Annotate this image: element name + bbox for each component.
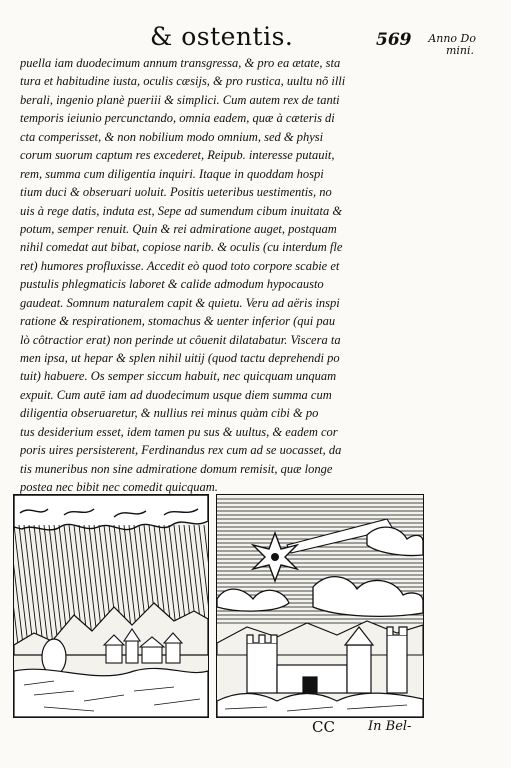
text-line: tuit) habuere. Os semper siccum habuit, nec quicquam unquam [20, 369, 337, 384]
text-line: postea nec bibit nec comedit quicquam. [20, 480, 218, 495]
signature-mark: CC [312, 718, 335, 736]
text-line: tis muneribus non sine admiratione domum remisit, quæ longe [20, 461, 333, 476]
text-line: poris uires persisterent, Ferdinandus rex cum ad se uocasset, da [20, 443, 342, 458]
text-line: uis à rege datis, induta est, Sepe ad sumendum cibum inuitata & [20, 203, 343, 218]
margin-note-line: mini. [445, 44, 474, 57]
text-line: tura et habitudine iusta, oculis cæsijs, & pro rustica, uultu nõ illi [20, 74, 346, 89]
text-line: gaudeat. Somnum naturalem capit & quietu. Veru ad aëris inspi [20, 295, 340, 310]
text-line: corum suorum captum res excederet, Reipub. interesse putauit, [20, 148, 335, 163]
text-line: temporis ieiunio percunctando, omnia eadem, quæ à cæteris di [20, 111, 335, 126]
page-number: 569 [376, 30, 412, 50]
text-line: berali, ingenio planè pueriii & simplici. Cum autem rex de tanti [20, 92, 340, 107]
text-line: rem, summa cum diligentia inquiri. Itaque in quoddam hospi [20, 166, 324, 181]
text-line: men ipsa, ut hepar & splen nihil uitij (quod tactu deprehendi po [20, 351, 340, 365]
text-line: lò côtractior erat) non perinde ut côuenit dilatabatur. Viscera ta [20, 332, 341, 347]
text-line: ratione & respirationem, stomachus & uenter inferior (qui pau [20, 314, 336, 329]
star-comet-town-icon [217, 495, 423, 717]
text-line: cta comperisset, & non nobilium modo omnium, sed & physi [20, 129, 324, 144]
text-line: tus desiderium esset, idem tamen pu sus & uultus, & eadem cor [20, 424, 338, 439]
margin-note [412, 33, 476, 57]
text-line: diligentia obseruaretur, & nullius rei minus quàm cibi & po [20, 406, 319, 421]
rain-landscape-icon [14, 495, 208, 717]
running-title: & ostentis. [150, 22, 294, 51]
text-line: nihil comedat aut bibat, copiose narib. & oculis (cu interdum fle [20, 240, 343, 255]
text-line: tium duci & obseruari uoluit. Positis ueteribus uestimentis, no [20, 185, 332, 200]
margin-note-line: Anno Do [428, 32, 476, 45]
body-text [20, 54, 412, 497]
text-line: potum, semper renuit. Quin & rei admiratione auget, postquam [20, 221, 337, 236]
text-line: expuit. Cum autē iam ad duodecimum usque diem summa cum [20, 387, 332, 402]
star-comet-town-woodcut [216, 494, 424, 718]
catchword: In Bel- [368, 719, 412, 734]
rain-landscape-woodcut [13, 494, 209, 718]
text-line: pustulis phlegmaticis laboret & calide admodum hypocausto [20, 277, 324, 292]
text-line: ret) humores profluxisse. Accedit eò quod toto corpore scabie et [20, 258, 340, 273]
text-line: puella iam duodecimum annum transgressa, & pro ea ætate, sta [20, 56, 341, 70]
